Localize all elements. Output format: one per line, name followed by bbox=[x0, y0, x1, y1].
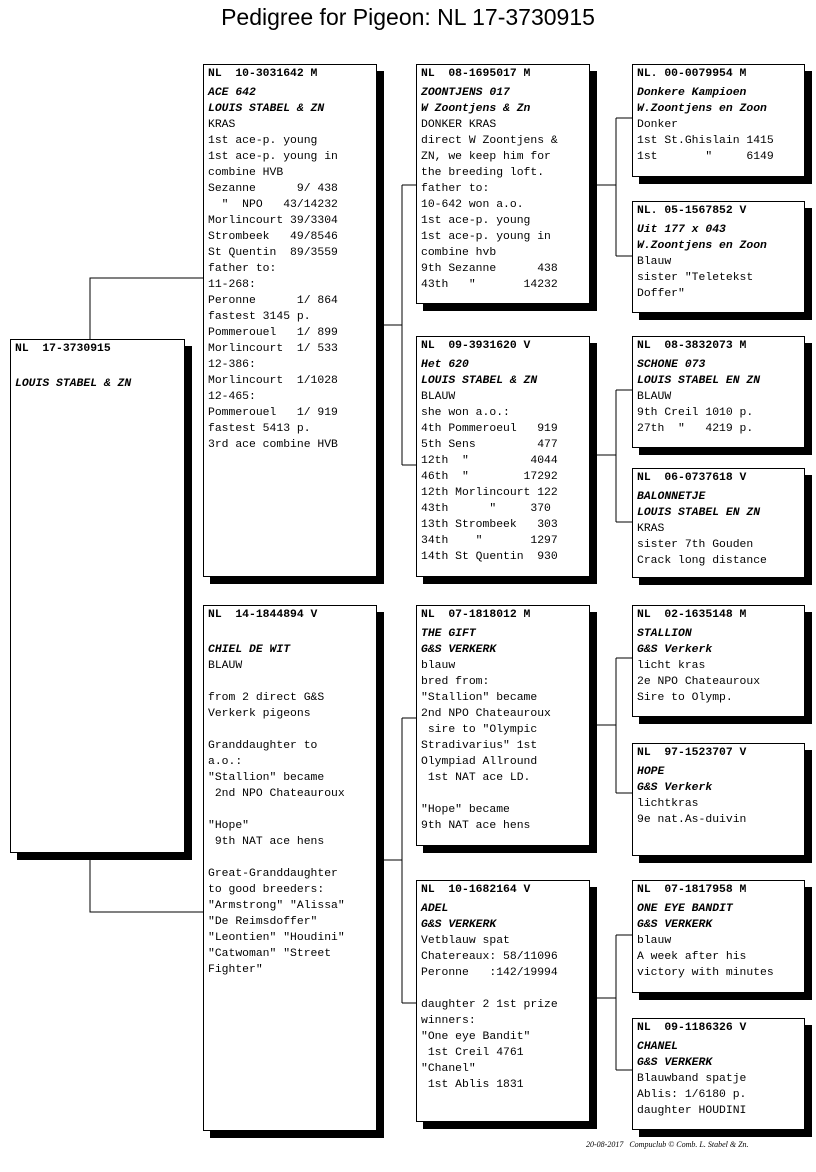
info-line: Sire to Olymp. bbox=[637, 692, 733, 704]
info-line: victory with minutes bbox=[637, 967, 774, 979]
pigeon-name-line: Uit 177 x 043 bbox=[637, 224, 726, 236]
info-line: 5th Sens 477 bbox=[421, 439, 558, 451]
info-line: KRAS bbox=[208, 119, 236, 131]
dam-card[interactable] bbox=[203, 605, 377, 1131]
info-line: 43th " 370 bbox=[421, 503, 551, 515]
ring-number: NL 97-1523707 V bbox=[637, 747, 747, 759]
info-line: BLAUW bbox=[637, 391, 672, 403]
info-line: St Quentin 89/3559 bbox=[208, 247, 338, 259]
info-line: Peronne 1/ 864 bbox=[208, 295, 338, 307]
info-line: DONKER KRAS bbox=[421, 119, 497, 131]
info-line: "Hope" became bbox=[421, 804, 510, 816]
info-line: "De Reimsdoffer" bbox=[208, 916, 318, 928]
sire-dam-card[interactable] bbox=[416, 336, 590, 577]
info-line: 46th " 17292 bbox=[421, 471, 558, 483]
info-line: 1st ace-p. young in bbox=[208, 151, 338, 163]
sire-dam-sire-card[interactable] bbox=[632, 336, 805, 448]
info-line bbox=[208, 802, 372, 818]
info-line: KRAS bbox=[637, 523, 665, 535]
pigeon-name-line: G&S VERKERK bbox=[421, 919, 497, 931]
info-line: father to: bbox=[421, 183, 490, 195]
ring-number: NL 10-3031642 M bbox=[208, 68, 318, 80]
info-line: "One eye Bandit" bbox=[421, 1031, 531, 1043]
dam-sire-card[interactable] bbox=[416, 605, 590, 846]
info-line: Pommerouel 1/ 919 bbox=[208, 407, 338, 419]
ring-number: NL 02-1635148 M bbox=[637, 609, 747, 621]
info-line: Peronne :142/19994 bbox=[421, 967, 558, 979]
info-line: "Chanel" bbox=[421, 1063, 476, 1075]
info-line: "Leontien" "Houdini" bbox=[208, 932, 345, 944]
info-line: 2e NPO Chateauroux bbox=[637, 676, 761, 688]
info-line: blauw bbox=[637, 935, 672, 947]
sire-card[interactable] bbox=[203, 64, 377, 577]
info-line: A week after his bbox=[637, 951, 747, 963]
info-line: 14th St Quentin 930 bbox=[421, 551, 558, 563]
info-line: 27th " 4219 p. bbox=[637, 423, 754, 435]
info-line: Stradivarius" 1st bbox=[421, 740, 538, 752]
info-line bbox=[208, 674, 372, 690]
info-line: 9e nat.As-duivin bbox=[637, 814, 747, 826]
pigeon-name-line: ZOONTJENS 017 bbox=[421, 87, 510, 99]
info-line: licht kras bbox=[637, 660, 706, 672]
info-line: Crack long distance bbox=[637, 555, 767, 567]
info-line: 9th NAT ace hens bbox=[421, 820, 531, 832]
info-line: to good breeders: bbox=[208, 884, 325, 896]
info-line: fastest 5413 p. bbox=[208, 423, 311, 435]
pigeon-name-line: G&S VERKERK bbox=[637, 919, 713, 931]
info-line: ZN, we keep him for bbox=[421, 151, 551, 163]
dam-dam-dam-card[interactable] bbox=[632, 1018, 805, 1130]
info-line: BLAUW bbox=[421, 391, 456, 403]
info-line: 9th NAT ace hens bbox=[208, 836, 325, 848]
info-line: 1st ace-p. young bbox=[208, 135, 318, 147]
info-line: Ablis: 1/6180 p. bbox=[637, 1089, 747, 1101]
info-line: "Catwoman" "Street bbox=[208, 948, 332, 960]
ring-number: NL 08-3832073 M bbox=[637, 340, 747, 352]
ring-number: NL. 05-1567852 V bbox=[637, 205, 747, 217]
info-line: Great-Granddaughter bbox=[208, 868, 338, 880]
ring-number: NL 07-1818012 M bbox=[421, 609, 531, 621]
info-line: 11-268: bbox=[208, 279, 256, 291]
info-line: 2nd NPO Chateauroux bbox=[208, 788, 345, 800]
pigeon-name-line: CHANEL bbox=[637, 1041, 679, 1053]
pigeon-name-line: LOUIS STABEL & ZN bbox=[15, 378, 132, 390]
info-line: Donker bbox=[637, 119, 679, 131]
dam-dam-card[interactable] bbox=[416, 880, 590, 1122]
info-line: Morlincourt 1/1028 bbox=[208, 375, 338, 387]
info-line: 1st NAT ace LD. bbox=[421, 772, 531, 784]
pigeon-name-line: Het 620 bbox=[421, 359, 469, 371]
info-line: Pommerouel 1/ 899 bbox=[208, 327, 338, 339]
info-line bbox=[15, 360, 180, 376]
info-line: 1st " 6149 bbox=[637, 151, 774, 163]
info-line: 9th Creil 1010 p. bbox=[637, 407, 754, 419]
info-line: BLAUW bbox=[208, 660, 243, 672]
info-line: 2nd NPO Chateauroux bbox=[421, 708, 551, 720]
info-line: 12-386: bbox=[208, 359, 256, 371]
info-line: 12-465: bbox=[208, 391, 256, 403]
page-title: Pedigree for Pigeon: NL 17-3730915 bbox=[221, 4, 595, 30]
info-line: 1st ace-p. young bbox=[421, 215, 531, 227]
info-line bbox=[421, 981, 585, 997]
info-line bbox=[208, 722, 372, 738]
info-line bbox=[421, 786, 585, 802]
info-line: "Hope" bbox=[208, 820, 250, 832]
info-line: sire to "Olympic bbox=[421, 724, 538, 736]
info-line: 10-642 won a.o. bbox=[421, 199, 524, 211]
info-line: Strombeek 49/8546 bbox=[208, 231, 338, 243]
info-line: 12th Morlincourt 122 bbox=[421, 487, 558, 499]
pigeon-name-line: ACE 642 bbox=[208, 87, 256, 99]
info-line: Verkerk pigeons bbox=[208, 708, 311, 720]
info-line: direct W Zoontjens & bbox=[421, 135, 558, 147]
info-line: she won a.o.: bbox=[421, 407, 510, 419]
info-line: father to: bbox=[208, 263, 277, 275]
pigeon-name-line: THE GIFT bbox=[421, 628, 476, 640]
pigeon-name-line: G&S VERKERK bbox=[421, 644, 497, 656]
info-line: Olympiad Allround bbox=[421, 756, 538, 768]
pigeon-name-line: STALLION bbox=[637, 628, 692, 640]
info-line: 4th Pommeroeul 919 bbox=[421, 423, 558, 435]
info-line: " NPO 43/14232 bbox=[208, 199, 338, 211]
info-line: Blauwband spatje bbox=[637, 1073, 747, 1085]
pigeon-name-line: W.Zoontjens en Zoon bbox=[637, 240, 767, 252]
info-line: 34th " 1297 bbox=[421, 535, 558, 547]
pigeon-name-line: LOUIS STABEL & ZN bbox=[421, 375, 538, 387]
dam-sire-sire-card[interactable] bbox=[632, 605, 805, 717]
sire-sire-sire-card[interactable] bbox=[632, 64, 805, 177]
info-line: the breeding loft. bbox=[421, 167, 545, 179]
pigeon-name-line: ONE EYE BANDIT bbox=[637, 903, 733, 915]
pigeon-name-line: LOUIS STABEL EN ZN bbox=[637, 375, 761, 387]
info-line: combine HVB bbox=[208, 167, 284, 179]
pigeon-name-line: G&S Verkerk bbox=[637, 644, 713, 656]
info-line: "Armstrong" "Alissa" bbox=[208, 900, 345, 912]
ring-number: NL 09-1186326 V bbox=[637, 1022, 747, 1034]
pigeon-name-line: W.Zoontjens en Zoon bbox=[637, 103, 767, 115]
ring-number: NL 10-1682164 V bbox=[421, 884, 531, 896]
info-line: 9th Sezanne 438 bbox=[421, 263, 558, 275]
sire-sire-card[interactable] bbox=[416, 64, 590, 304]
info-line: sister 7th Gouden bbox=[637, 539, 754, 551]
dam-sire-dam-card[interactable] bbox=[632, 743, 805, 856]
info-line: daughter 2 1st prize bbox=[421, 999, 558, 1011]
info-line: 13th Strombeek 303 bbox=[421, 519, 558, 531]
info-line: Morlincourt 39/3304 bbox=[208, 215, 338, 227]
pigeon-name-line: BALONNETJE bbox=[637, 491, 706, 503]
info-line: 1st Creil 4761 bbox=[421, 1047, 524, 1059]
info-line: Granddaughter to bbox=[208, 740, 318, 752]
pigeon-name-line: ADEL bbox=[421, 903, 449, 915]
pigeon-name-line: G&S Verkerk bbox=[637, 782, 713, 794]
info-line: lichtkras bbox=[637, 798, 699, 810]
info-line: winners: bbox=[421, 1015, 476, 1027]
pigeon-name-line: W Zoontjens & Zn bbox=[421, 103, 531, 115]
pigeon-name-line: HOPE bbox=[637, 766, 665, 778]
info-line: 1st Ablis 1831 bbox=[421, 1079, 524, 1091]
footer-credit: 20-08-2017 Compuclub © Comb. L. Stabel & Zn. bbox=[586, 1140, 749, 1149]
info-line: combine hvb bbox=[421, 247, 497, 259]
info-line bbox=[208, 850, 372, 866]
info-line: from 2 direct G&S bbox=[208, 692, 325, 704]
info-line: "Stallion" became bbox=[208, 772, 325, 784]
sire-sire-dam-card[interactable] bbox=[632, 201, 805, 313]
info-line: Blauw bbox=[637, 256, 672, 268]
subject-pigeon-card[interactable] bbox=[10, 339, 185, 853]
info-line: fastest 3145 p. bbox=[208, 311, 311, 323]
pigeon-name-line: LOUIS STABEL & ZN bbox=[208, 103, 325, 115]
dam-dam-sire-card[interactable] bbox=[632, 880, 805, 993]
info-line: Sezanne 9/ 438 bbox=[208, 183, 338, 195]
info-line: bred from: bbox=[421, 676, 490, 688]
pigeon-name-line: LOUIS STABEL EN ZN bbox=[637, 507, 761, 519]
ring-number: NL 06-0737618 V bbox=[637, 472, 747, 484]
info-line: Fighter" bbox=[208, 964, 263, 976]
info-line: Doffer" bbox=[637, 288, 685, 300]
ring-number: NL 09-3931620 V bbox=[421, 340, 531, 352]
pigeon-name-line: CHIEL DE WIT bbox=[208, 644, 291, 656]
info-line: Vetblauw spat bbox=[421, 935, 510, 947]
info-line: 12th " 4044 bbox=[421, 455, 558, 467]
info-line: sister "Teletekst bbox=[637, 272, 754, 284]
info-line: 1st St.Ghislain 1415 bbox=[637, 135, 774, 147]
info-line: "Stallion" became bbox=[421, 692, 538, 704]
info-line: Morlincourt 1/ 533 bbox=[208, 343, 338, 355]
ring-number: NL 08-1695017 M bbox=[421, 68, 531, 80]
ring-number: NL 14-1844894 V bbox=[208, 609, 318, 621]
ring-number: NL. 00-0079954 M bbox=[637, 68, 747, 80]
pigeon-name-line: SCHONE 073 bbox=[637, 359, 706, 371]
info-line: a.o.: bbox=[208, 756, 243, 768]
info-line: 1st ace-p. young in bbox=[421, 231, 551, 243]
sire-dam-dam-card[interactable] bbox=[632, 468, 805, 578]
info-line bbox=[208, 626, 372, 642]
info-line: 3rd ace combine HVB bbox=[208, 439, 338, 451]
ring-number: NL 07-1817958 M bbox=[637, 884, 747, 896]
pigeon-name-line: Donkere Kampioen bbox=[637, 87, 747, 99]
ring-number: NL 17-3730915 bbox=[15, 343, 111, 355]
info-line: blauw bbox=[421, 660, 456, 672]
info-line: daughter HOUDINI bbox=[637, 1105, 747, 1117]
info-line: Chatereaux: 58/11096 bbox=[421, 951, 558, 963]
info-line: 43th " 14232 bbox=[421, 279, 558, 291]
pigeon-name-line: G&S VERKERK bbox=[637, 1057, 713, 1069]
